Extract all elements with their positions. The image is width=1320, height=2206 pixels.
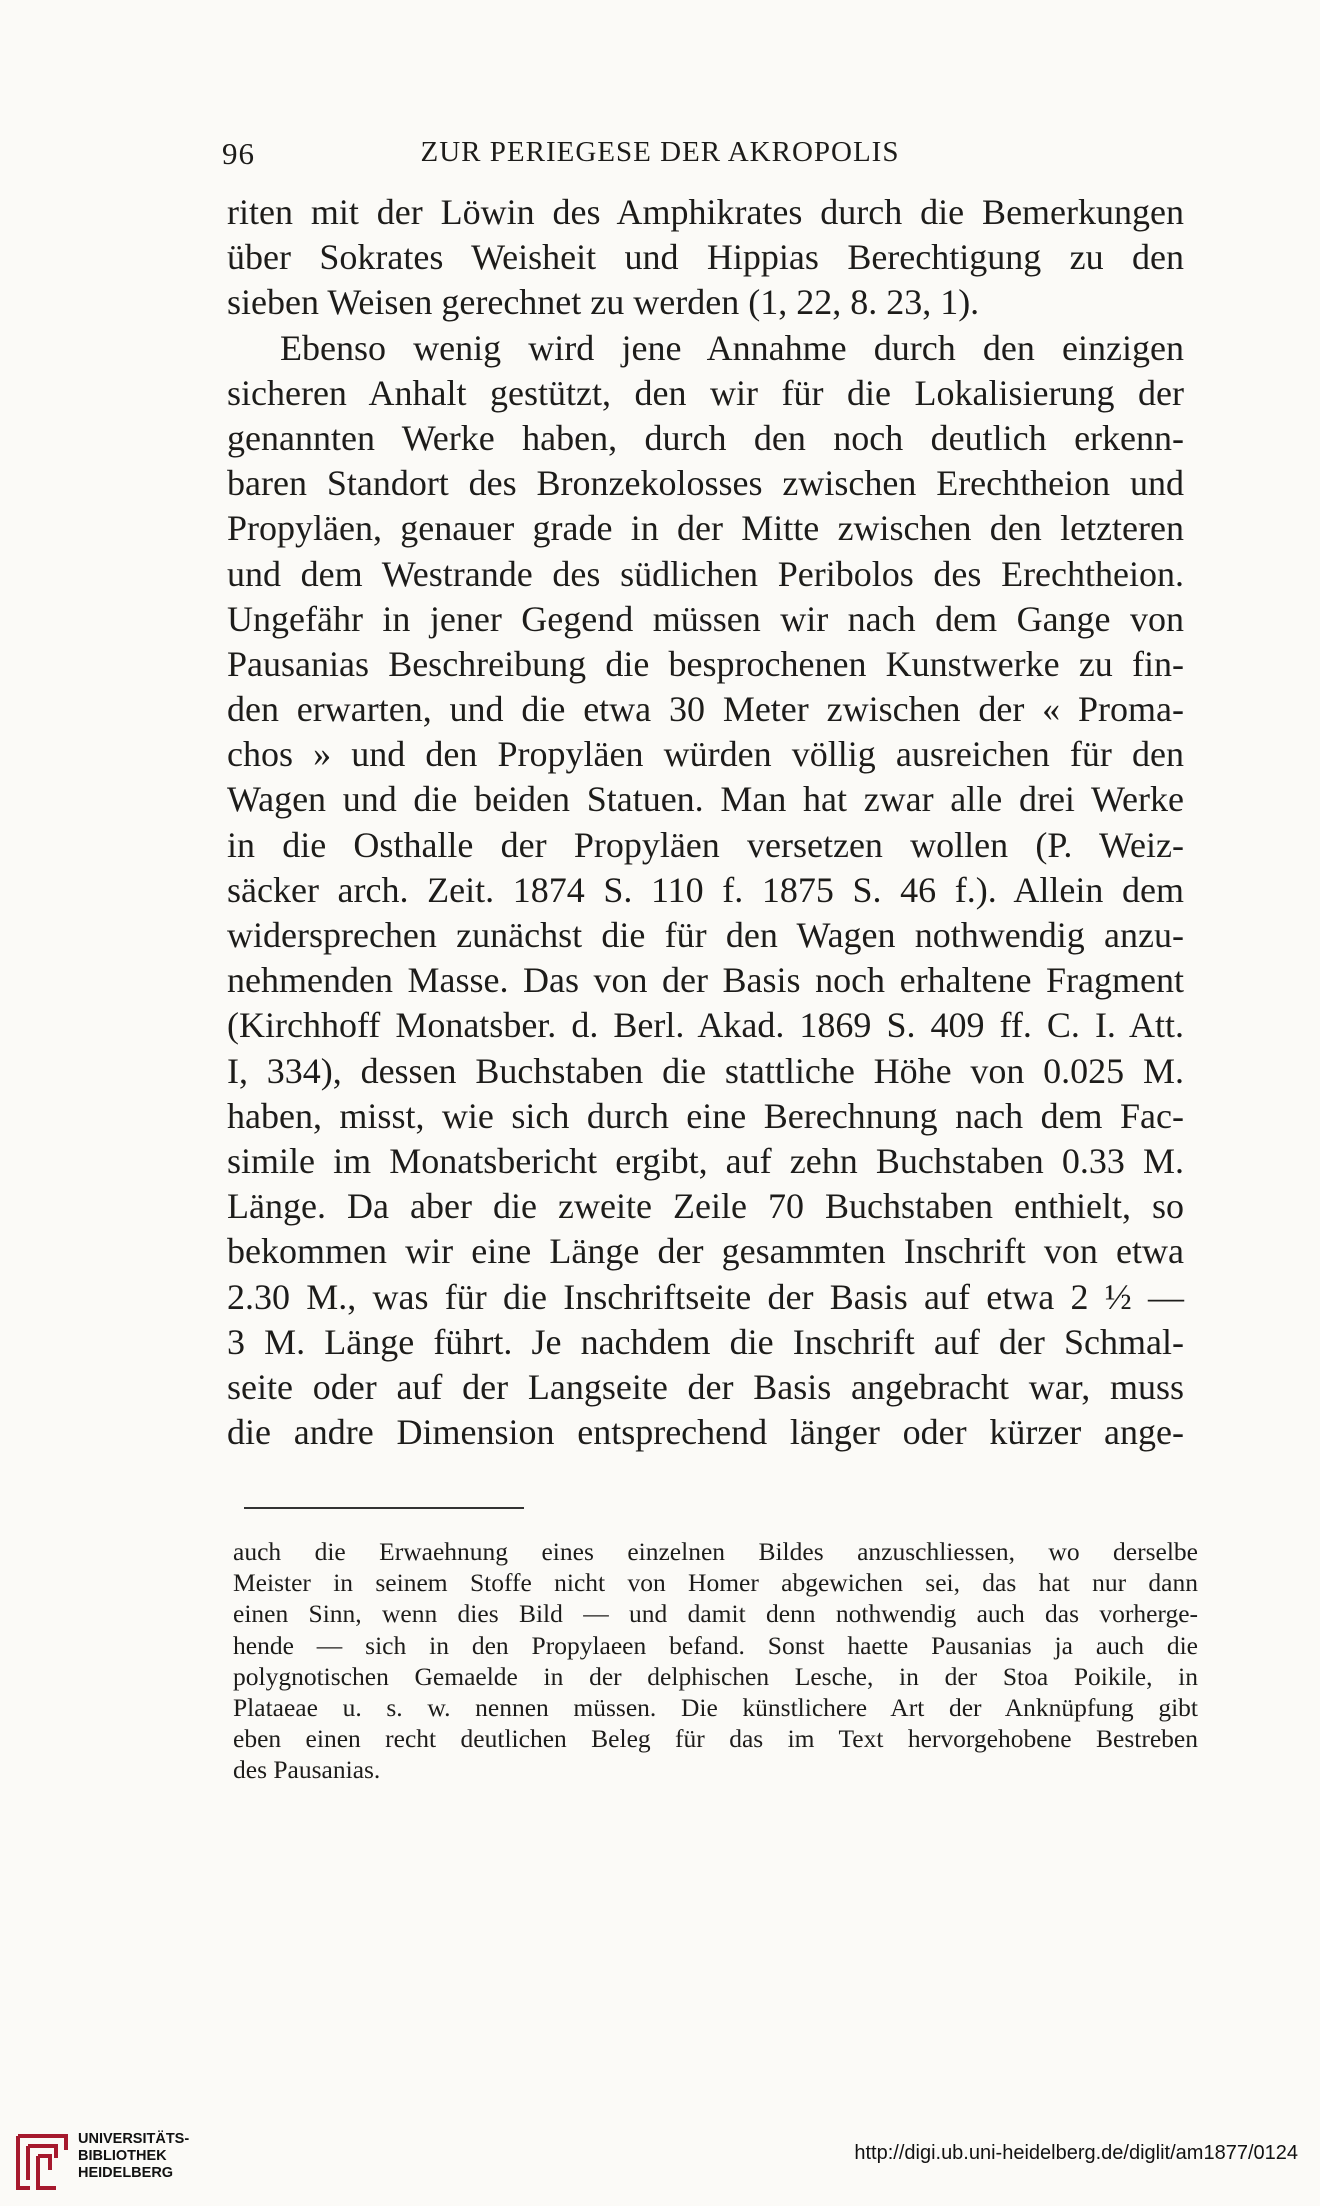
footnote-line: hende — sich in den Propylaeen befand. Sonst haette Pausanias ja auch die	[233, 1630, 1198, 1660]
text-line: nehmenden Masse. Das von der Basis noch erhaltene Fragment	[227, 960, 1184, 1001]
footnote-line: polygnotischen Gemaelde in der delphischen Lesche, in der Stoa Poikile, in	[233, 1661, 1198, 1691]
text-line: Pausanias Beschreibung die besprochenen Kunstwerke zu fin-	[227, 643, 1184, 684]
footnote	[233, 1536, 1198, 1786]
text-line: baren Standort des Bronzekolosses zwischen Erechtheion und	[227, 463, 1184, 504]
footnote-line: auch die Erwaehnung eines einzelnen Bildes anzuschliessen, wo derselbe	[233, 1537, 1198, 1566]
source-url[interactable]: http://digi.ub.uni-heidelberg.de/diglit/am1877/0124	[854, 2142, 1298, 2164]
text-line: Ungefähr in jener Gegend müssen wir nach dem Gange von	[227, 598, 1184, 639]
text-line: genannten Werke haben, durch den noch deutlich erkenn-	[227, 417, 1184, 458]
page-number: 96	[222, 136, 255, 171]
text-line: sieben Weisen gerechnet zu werden (1, 22, 8. 23, 1).	[227, 282, 980, 323]
text-line: sicheren Anhalt gestützt, den wir für die Lokalisierung der	[227, 372, 1184, 413]
text-line: säcker arch. Zeit. 1874 S. 110 f. 1875 S. 46 f.). Allein dem	[227, 869, 1184, 910]
text-line: haben, misst, wie sich durch eine Berechnung nach dem Fac-	[227, 1095, 1184, 1136]
text-line: den erwarten, und die etwa 30 Meter zwischen der « Proma-	[227, 689, 1184, 730]
text-line: Länge. Da aber die zweite Zeile 70 Buchstaben enthielt, so	[227, 1186, 1184, 1227]
text-line: widersprechen zunächst die für den Wagen nothwendig anzu-	[227, 915, 1184, 955]
library-name-line: UNIVERSITÄTS-	[78, 2131, 190, 2147]
text-line: simile im Monatsbericht ergibt, auf zehn Buchstaben 0.33 M.	[227, 1140, 1184, 1181]
footnote-line: des Pausanias.	[233, 1755, 381, 1785]
main-text	[227, 190, 1184, 1455]
text-line: in die Osthalle der Propyläen versetzen wollen (P. Weiz-	[227, 824, 1184, 865]
text-line: 3 M. Länge führt. Je nachdem die Inschrift auf der Schmal-	[227, 1321, 1184, 1362]
text-line: Ebenso wenig wird jene Annahme durch den einzigen	[280, 327, 1184, 368]
text-line: chos » und den Propyläen würden völlig ausreichen für den	[227, 734, 1184, 775]
text-line: I, 334), dessen Buchstaben die stattliche Höhe von 0.025 M.	[227, 1050, 1184, 1091]
text-line: bekommen wir eine Länge der gesammten Inschrift von etwa	[227, 1231, 1184, 1272]
footnote-line: eben einen recht deutlichen Beleg für das im Text hervorgehobene Bestreben	[233, 1724, 1198, 1754]
text-line: und dem Westrande des südlichen Peribolos des Erechtheion.	[227, 553, 1184, 594]
footnote-line: Meister in seinem Stoffe nicht von Homer abgewichen sei, das hat nur dann	[233, 1568, 1198, 1598]
text-line: Wagen und die beiden Statuen. Man hat zwar alle drei Werke	[227, 779, 1184, 820]
text-line: (Kirchhoff Monatsber. d. Berl. Akad. 1869 S. 409 ff. C. I. Att.	[227, 1005, 1184, 1046]
text-line: Propyläen, genauer grade in der Mitte zwischen den letzteren	[227, 508, 1184, 549]
text-line: riten mit der Löwin des Amphikrates durch die Bemerkungen	[227, 192, 1184, 232]
running-head: ZUR PERIEGESE DER AKROPOLIS	[420, 136, 900, 168]
footnote-line: Plataeae u. s. w. nennen müssen. Die künstlichere Art der Anknüpfung gibt	[233, 1692, 1198, 1722]
library-name-line: HEIDELBERG	[78, 2165, 174, 2181]
text-line: über Sokrates Weisheit und Hippias Berechtigung zu den	[227, 237, 1184, 278]
library-name	[78, 2131, 189, 2182]
footnote-line: einen Sinn, wenn dies Bild — und damit denn nothwendig auch das vorherge-	[233, 1599, 1198, 1629]
text-line: 2.30 M., was für die Inschriftseite der Basis auf etwa 2 ½ —	[227, 1276, 1184, 1317]
library-name-line: BIBLIOTHEK	[78, 2148, 167, 2164]
text-line: die andre Dimension entsprechend länger oder kürzer ange-	[227, 1412, 1184, 1453]
text-line: seite oder auf der Langseite der Basis angebracht war, muss	[227, 1366, 1184, 1407]
footnote-divider	[244, 1507, 524, 1509]
